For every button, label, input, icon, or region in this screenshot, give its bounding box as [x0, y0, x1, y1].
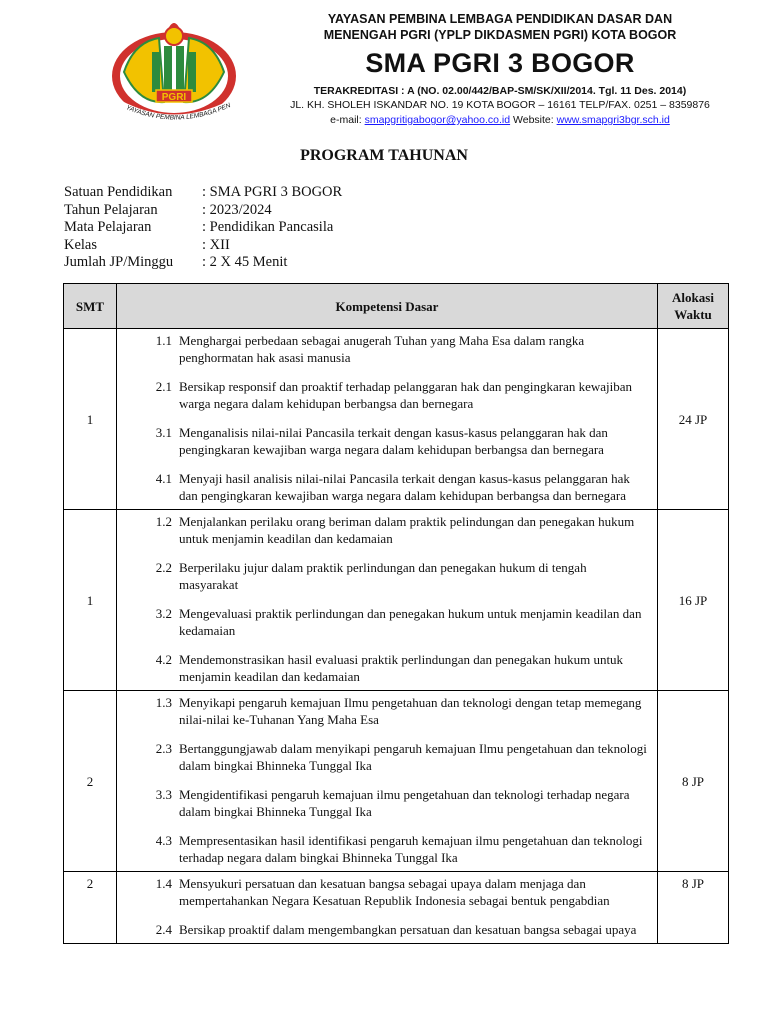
kd-number: 4.2 [155, 652, 172, 667]
kd-text: Menyaji hasil analisis nilai-nilai Pancasila terkait dengan kasus-kasus pelanggaran hak dan pengingkaran kewajiban warga negara dalam kehidupan berbangsa dan bernegara [179, 471, 630, 503]
smt-cell: 1 [64, 510, 117, 691]
info-block [64, 184, 342, 272]
kd-number: 2.2 [155, 560, 172, 575]
email-link[interactable]: smapgritigabogor@yahoo.co.id [364, 114, 511, 126]
smt-cell: 2 [64, 691, 117, 872]
kd-number: 1.2 [155, 514, 172, 529]
kd-item [117, 605, 647, 639]
kompetensi-table [63, 283, 729, 944]
kd-text: Menganalisis nilai-nilai Pancasila terkait dengan kasus-kasus pelanggaran hak dan pengingkaran kewajiban warga negara dalam kehidupan berbangsa dan bernegara [179, 425, 608, 457]
info-label: Jumlah JP/Minggu [64, 254, 174, 270]
info-value: : SMA PGRI 3 BOGOR [202, 184, 343, 200]
kd-number: 2.1 [155, 379, 172, 394]
kd-item [117, 332, 647, 366]
kd-cell [117, 872, 658, 944]
info-value: : 2 X 45 Menit [202, 254, 288, 270]
kd-number: 2.3 [155, 741, 172, 756]
kd-number: 2.4 [155, 922, 172, 937]
kd-cell [117, 329, 658, 510]
kd-item [117, 424, 647, 458]
smt-cell: 1 [64, 329, 117, 510]
svg-text:PGRI: PGRI [161, 92, 187, 103]
kd-number: 3.3 [155, 787, 172, 802]
kd-item [117, 921, 647, 938]
info-label: Kelas [64, 236, 98, 253]
table-row [64, 510, 729, 691]
svg-text:YAYASAN PEMBINA LEMBAGA PENDID: YAYASAN PEMBINA LEMBAGA PEN [124, 102, 232, 122]
table-row [64, 872, 729, 944]
kd-item [117, 651, 647, 685]
info-label: Satuan Pendidikan [64, 184, 173, 200]
header-smt: SMT [64, 284, 117, 329]
pgri-logo [104, 12, 252, 128]
kd-number: 1.4 [155, 876, 172, 891]
kd-text: Mempresentasikan hasil identifikasi pengaruh kemajuan ilmu pengetahuan dan teknologi terhadap negara dalam bingkai Bhinneka Tunggal Ika [179, 833, 643, 865]
foundation-line-2: MENENGAH PGRI (YPLP DIKDASMEN PGRI) KOTA BOGOR [323, 28, 677, 42]
table-row [64, 691, 729, 872]
info-row [64, 254, 342, 272]
kd-cell [117, 691, 658, 872]
document-title: PROGRAM TAHUNAN [300, 147, 468, 164]
info-row [64, 202, 342, 220]
info-row [64, 184, 342, 202]
kd-text: Mengidentifikasi pengaruh kemajuan ilmu pengetahuan dan teknologi terhadap negara dalam bingkai Bhinneka Tunggal Ika [179, 787, 630, 819]
kd-cell [117, 510, 658, 691]
info-row [64, 219, 342, 237]
kd-text: Mengevaluasi praktik perlindungan dan penegakan hukum untuk menjamin keadilan dan kedamaian [179, 606, 642, 638]
kd-item [117, 875, 647, 909]
email-label: e-mail: [330, 114, 362, 126]
info-value: : 2023/2024 [202, 201, 272, 218]
kd-item [117, 832, 647, 866]
kd-text: Menghargai perbedaan sebagai anugerah Tuhan yang Maha Esa dalam rangka penghormatan hak asasi manusia [179, 333, 585, 365]
info-label: Mata Pelajaran [64, 219, 152, 235]
kd-item [117, 786, 647, 820]
kd-number: 3.1 [155, 425, 172, 440]
table-header-row [64, 284, 729, 329]
school-name: SMA PGRI 3 BOGOR [365, 48, 635, 78]
info-row [64, 237, 342, 255]
info-label: Tahun Pelajaran [64, 201, 158, 218]
kd-text: Mensyukuri persatuan dan kesatuan bangsa sebagai upaya dalam menjaga dan mempertahankan Negara Kesatuan Republik Indonesia sebagai bentuk pengabdian [179, 876, 610, 908]
kd-item [117, 470, 647, 504]
info-value: : XII [202, 236, 230, 253]
kd-number: 4.3 [155, 833, 172, 848]
kd-item [117, 740, 647, 774]
kd-item [117, 694, 647, 728]
alokasi-cell: 16 JP [658, 510, 729, 691]
contact-line [240, 113, 760, 127]
alokasi-cell: 8 JP [658, 691, 729, 872]
kd-text: Berperilaku jujur dalam praktik perlindungan dan penegakan hukum di tengah masyarakat [179, 560, 587, 592]
header-alokasi-line2: Waktu [674, 307, 712, 322]
table-row [64, 329, 729, 510]
kd-number: 3.2 [155, 606, 172, 621]
kd-item [117, 513, 647, 547]
alokasi-cell: 8 JP [658, 872, 729, 944]
header-kompetensi-dasar: Kompetensi Dasar [117, 284, 658, 329]
foundation-line-1: YAYASAN PEMBINA LEMBAGA PENDIDIKAN DASAR DAN [327, 12, 673, 26]
website-label: Website: [513, 114, 554, 126]
website-link[interactable]: www.smapgri3bgr.sch.id [556, 114, 670, 126]
kd-text: Bersikap proaktif dalam mengembangkan persatuan dan kesatuan bangsa sebagai upaya [179, 922, 637, 937]
kd-text: Mendemonstrasikan hasil evaluasi praktik perlindungan dan penegakan hukum untuk menjamin keadilan dan kedamaian [179, 652, 624, 684]
kd-number: 1.3 [155, 695, 172, 710]
smt-cell: 2 [64, 872, 117, 944]
kd-text: Bertanggungjawab dalam menyikapi pengaruh kemajuan Ilmu pengetahuan dan teknologi dalam bingkai Bhinneka Tunggal Ika [179, 741, 647, 773]
kd-text: Menyikapi pengaruh kemajuan Ilmu pengetahuan dan teknologi dengan tetap memegang nilai-nilai ke-Tuhanan Yang Maha Esa [179, 695, 642, 727]
kd-number: 4.1 [155, 471, 172, 486]
header-alokasi-waktu [658, 284, 729, 329]
kd-item [117, 559, 647, 593]
kd-number: 1.1 [155, 333, 172, 348]
kd-text: Bersikap responsif dan proaktif terhadap pelanggaran hak dan pengingkaran kewajiban warga negara dalam kehidupan berbangsa dan bernegara [179, 379, 633, 411]
accreditation: TERAKREDITASI : A (NO. 02.00/442/BAP-SM/SK/XII/2014. Tgl. 11 Des. 2014) [313, 85, 687, 97]
kd-text: Menjalankan perilaku orang beriman dalam praktik pelindungan dan penegakan hukum untuk menjamin keadilan dan kedamaian [179, 514, 635, 546]
kd-item [117, 378, 647, 412]
header-alokasi-line1: Alokasi [672, 290, 714, 305]
address: JL. KH. SHOLEH ISKANDAR NO. 19 KOTA BOGOR – 16161 TELP/FAX. 0251 – 8359876 [290, 99, 710, 111]
alokasi-cell: 24 JP [658, 329, 729, 510]
info-value: : Pendidikan Pancasila [202, 219, 334, 235]
